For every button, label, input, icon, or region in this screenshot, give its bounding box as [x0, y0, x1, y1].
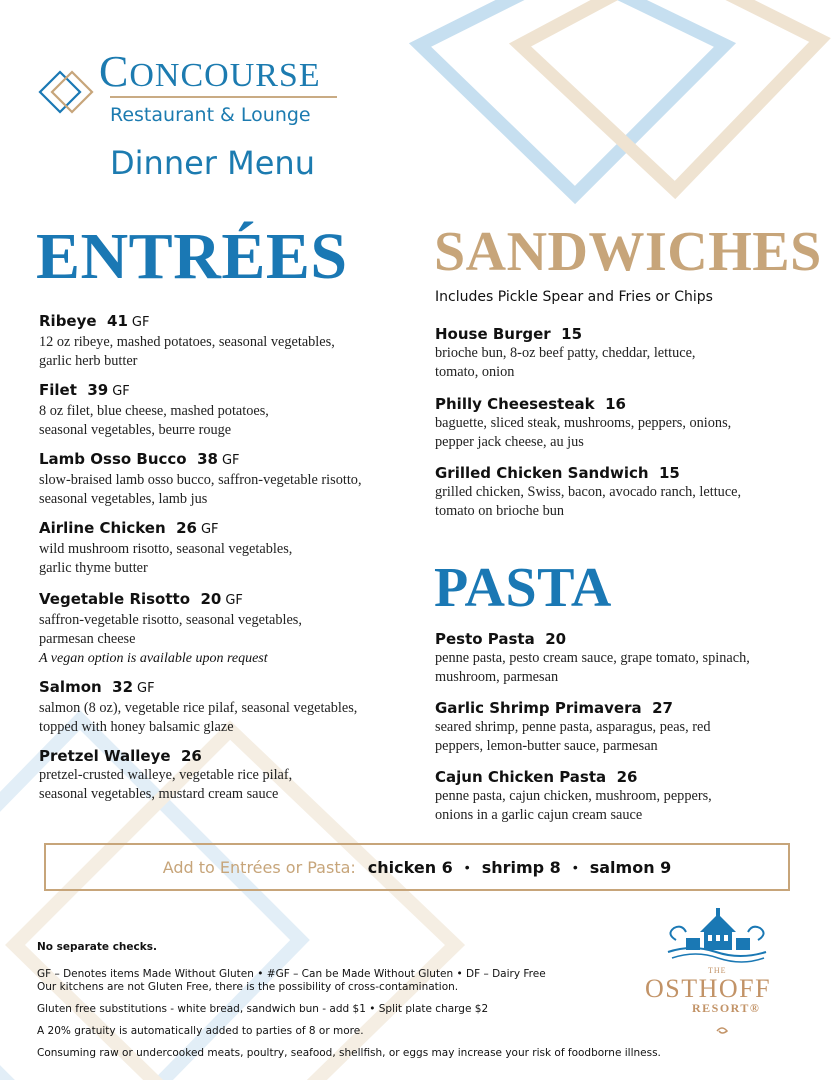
entree-item	[39, 518, 292, 578]
item-desc: penne pasta, pesto cream sauce, grape tomato, spinach,	[435, 650, 750, 666]
gf-tag: GF	[221, 453, 240, 468]
item-price: 27	[652, 699, 673, 717]
foodborne-warning: Consuming raw or undercooked meats, poultry, seafood, shellfish, or eggs may increase your risk of foodborne illness.	[37, 1047, 661, 1059]
pasta-title: PASTA	[434, 557, 612, 619]
brand-rest: ONCOURSE	[129, 57, 321, 94]
item-name: Garlic Shrimp Primavera	[435, 699, 642, 717]
item-desc: wild mushroom risotto, seasonal vegetables,	[39, 541, 293, 557]
item-desc: brioche bun, 8-oz beef patty, cheddar, lettuce,	[435, 345, 696, 361]
gf-tag: GF	[137, 681, 155, 696]
pasta-item	[435, 698, 711, 756]
item-desc: pretzel-crusted walleye, vegetable rice pilaf,	[39, 767, 293, 783]
item-name: Lamb Osso Bucco	[39, 450, 187, 468]
entree-item	[39, 677, 357, 737]
item-desc: onions in a garlic cajun cream sauce	[435, 807, 643, 823]
item-desc: 12 oz ribeye, mashed potatoes, seasonal vegetables,	[39, 334, 335, 350]
osthoff-building-icon	[662, 908, 774, 966]
item-desc: penne pasta, cajun chicken, mushroom, peppers,	[435, 788, 712, 804]
item-desc: seasonal vegetables, mustard cream sauce	[39, 786, 279, 802]
addons-label: Add to Entrées or Pasta:	[162, 857, 356, 877]
item-price: 20	[200, 590, 222, 608]
addon-separator: •	[464, 859, 470, 875]
gf-tag: GF	[112, 384, 130, 399]
gf-tag: GF	[225, 593, 243, 608]
addon-separator: •	[572, 859, 578, 875]
gf-tag: GF	[131, 315, 150, 330]
item-name: Ribeye	[39, 312, 97, 330]
item-price: 20	[545, 630, 567, 648]
item-desc: parmesan cheese	[39, 631, 136, 647]
item-name: Cajun Chicken Pasta	[435, 768, 607, 786]
item-price: 38	[197, 450, 218, 468]
item-desc: seasonal vegetables, beurre rouge	[39, 422, 232, 438]
item-name: Pesto Pasta	[435, 630, 535, 648]
item-desc: garlic herb butter	[39, 353, 138, 369]
item-price: 15	[659, 464, 680, 482]
gf-legend: GF – Denotes items Made Without Gluten • #GF – Can be Made Without Gluten • DF – Dairy Free	[37, 968, 546, 980]
item-name: Grilled Chicken Sandwich	[435, 464, 649, 482]
entree-item	[39, 449, 362, 509]
sandwiches-title: SANDWICHES	[434, 221, 822, 283]
pasta-item	[435, 767, 712, 825]
item-desc: topped with honey balsamic glaze	[39, 719, 234, 735]
addon-option: salmon 9	[589, 857, 672, 877]
cross-contamination-note: Our kitchens are not Gluten Free, there is the possibility of cross-contamination.	[37, 981, 459, 993]
addon-option: chicken 6	[367, 857, 453, 877]
vegan-note: A vegan option is available upon request	[39, 651, 268, 666]
item-desc: peppers, lemon-butter sauce, parmesan	[435, 738, 658, 754]
item-desc: garlic thyme butter	[39, 560, 148, 576]
item-desc: salmon (8 oz), vegetable rice pilaf, seasonal vegetables,	[39, 700, 358, 716]
entree-item	[39, 589, 302, 668]
item-desc: tomato on brioche bun	[435, 503, 565, 519]
item-desc: mushroom, parmesan	[435, 669, 559, 685]
osthoff-the: THE	[708, 966, 727, 975]
item-name: House Burger	[435, 325, 551, 343]
substitutions-note: Gluten free substitutions - white bread, sandwich bun - add $1 • Split plate charge $2	[37, 1003, 489, 1015]
entrees-title: ENTRÉES	[36, 220, 348, 293]
entree-item	[39, 746, 292, 804]
osthoff-swirl-icon	[715, 1024, 729, 1036]
gf-tag: GF	[200, 522, 219, 537]
brand-initial: C	[99, 47, 130, 96]
item-price: 41	[107, 312, 128, 330]
addons-box	[44, 843, 790, 891]
item-desc: seared shrimp, penne pasta, asparagus, peas, red	[435, 719, 711, 735]
item-name: Philly Cheesesteak	[435, 395, 595, 413]
brand-subtitle: Restaurant & Lounge	[110, 104, 311, 126]
sandwich-item	[435, 463, 741, 521]
entree-item	[39, 380, 269, 440]
menu-title: Dinner Menu	[110, 144, 315, 182]
item-price: 26	[181, 747, 202, 765]
item-name: Salmon	[39, 678, 102, 696]
addon-option: shrimp 8	[481, 857, 561, 877]
item-desc: 8 oz filet, blue cheese, mashed potatoes,	[39, 403, 269, 419]
sandwich-item	[435, 394, 731, 452]
concourse-logo-icon	[38, 68, 98, 116]
gratuity-note: A 20% gratuity is automatically added to parties of 8 or more.	[37, 1025, 364, 1037]
item-price: 26	[176, 519, 197, 537]
item-name: Airline Chicken	[39, 519, 166, 537]
sandwiches-subtitle: Includes Pickle Spear and Fries or Chips	[435, 289, 713, 305]
osthoff-name: OSTHOFF	[645, 974, 772, 1003]
item-price: 26	[616, 768, 638, 786]
entree-item	[39, 311, 335, 371]
item-price: 32	[112, 678, 134, 696]
pasta-item	[435, 629, 750, 687]
item-desc: slow-braised lamb osso bucco, saffron-vegetable risotto,	[39, 472, 362, 488]
brand-divider	[110, 96, 337, 98]
item-price: 16	[605, 395, 626, 413]
item-price: 39	[87, 381, 109, 399]
item-desc: pepper jack cheese, au jus	[435, 434, 584, 450]
item-desc: tomato, onion	[435, 364, 515, 380]
item-desc: baguette, sliced steak, mushrooms, peppers, onions,	[435, 415, 732, 431]
sandwich-item	[435, 324, 696, 382]
no-checks-note: No separate checks.	[37, 941, 157, 953]
brand-name	[99, 46, 321, 97]
item-desc: saffron-vegetable risotto, seasonal vegetables,	[39, 612, 302, 628]
item-desc: seasonal vegetables, lamb jus	[39, 491, 208, 507]
osthoff-resort: RESORT®	[692, 1001, 761, 1015]
item-price: 15	[561, 325, 583, 343]
item-name: Vegetable Risotto	[39, 590, 191, 608]
item-desc: grilled chicken, Swiss, bacon, avocado ranch, lettuce,	[435, 484, 742, 500]
item-name: Filet	[39, 381, 77, 399]
item-name: Pretzel Walleye	[39, 747, 171, 765]
